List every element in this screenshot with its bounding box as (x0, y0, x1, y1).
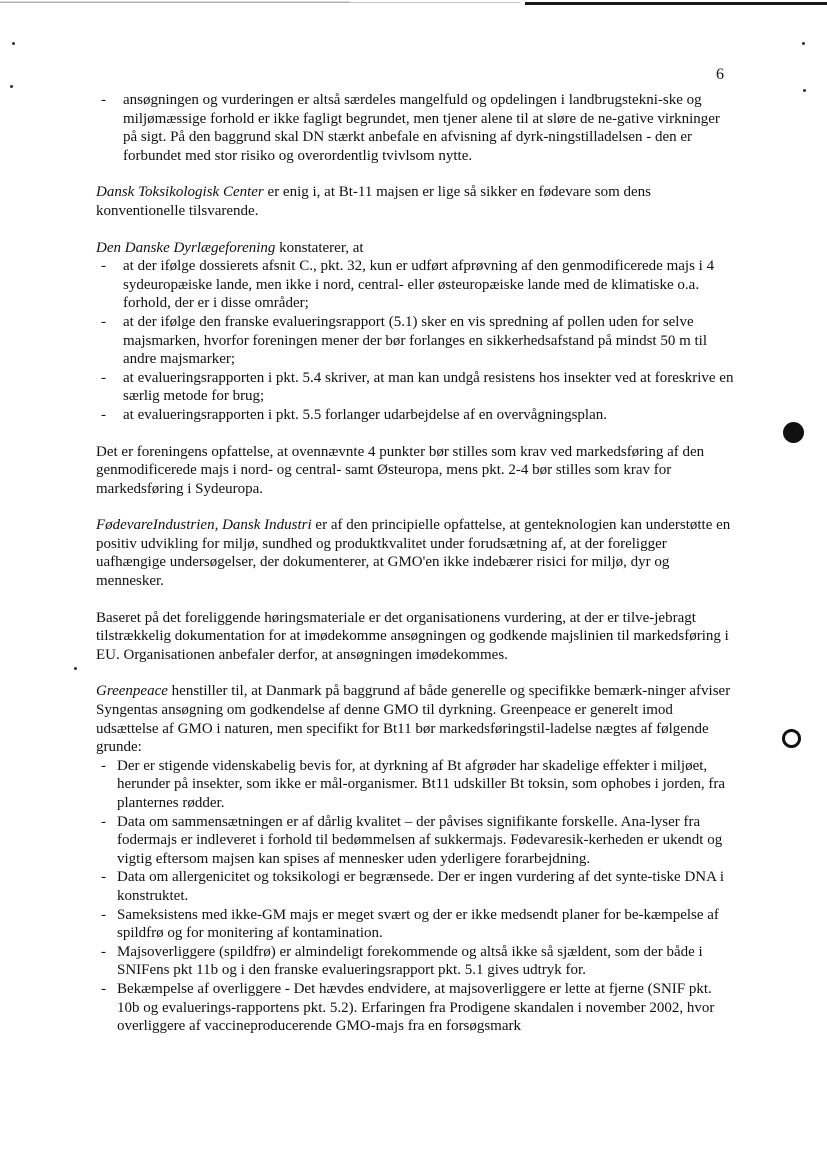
dyrlaege-list (96, 257, 736, 424)
list-item: - at der ifølge dossierets afsnit C., pkt. 32, kun er udført afprøvning af den genmodificerede majs i 4 sydeuropæiske lande, men ikke i nord, central- eller østeuropæiske lande med de klimatiske o.a. forhold, der er i disse områder; (96, 257, 736, 313)
list-item: - Data om allergenicitet og toksikologi er begrænsede. Der er ingen vurdering af det synte-tiske DNA i konstruktet. (96, 868, 736, 905)
paragraph-greenpeace (96, 682, 736, 756)
dn-list (96, 91, 736, 165)
scan-speck (10, 85, 13, 88)
list-item: - at evalueringsrapporten i pkt. 5.4 skriver, at man kan undgå resistens hos insekter ved at foreskrive en særlig metode for brug; (96, 369, 736, 406)
paragraph-dyrlaege-intro (96, 239, 736, 258)
paragraph-industri (96, 516, 736, 590)
list-item: - Data om sammensætningen er af dårlig kvalitet – der påvises signifikante forskelle. Ana-lyser fra fodermajs er indleveret i forhold til bedømmelsen af sukkermajs. Fødevaresik-kerheden er ukendt og vigtig eftersom majsen kan spises af mennesker uden yderligere forarbejdning. (96, 813, 736, 869)
list-item: - Der er stigende videnskabelig bevis for, at dyrkning af Bt afgrøder har skadelige effekter i miljøet, herunder på insekter, som ikke er mål-organismer. Bt11 udskiller Bt toksin, som ophobes i jorden, fra planternes rødder. (96, 757, 736, 813)
scan-speck (12, 42, 15, 45)
scan-edge (0, 0, 827, 5)
list-item: - Bekæmpelse af overliggere - Det hævdes endvidere, at majsoverliggere er lette at fjerne (SNIF pkt. 10b og evaluerings-rapportens pkt. 5.2). Erfaringen fra Prodigene skandalen i november 2002, hvor overliggere af vaccineproducerende GMO-majs fra en forsøgsmark (96, 980, 736, 1036)
scan-speck (802, 42, 805, 45)
paragraph-text: henstiller til, at Danmark på baggrund af både generelle og specifikke bemærk-ninger afviser Syngentas ansøgning om godkendelse af denne GMO til dyrkning. Greenpeace er generelt imod udsættelse af GMO i naturen, men specifikt for Bt11 bør markedsføringstil-ladelse nægtes af følgende grunde: (96, 683, 731, 756)
org-name: Dansk Toksikologisk Center (96, 184, 264, 201)
punch-hole-ring-icon (782, 729, 801, 748)
scan-speck (74, 667, 77, 670)
list-item: - ansøgningen og vurderingen er altså særdeles mangelfuld og opdelingen i landbrugstekni-ske og miljømæssige forhold er ikke fagligt begrundet, men tjener alene til at sløre de ne-gative virkninger på sigt. På den baggrund skal DN stærkt anbefale en afvisning af dyrk-ningstilladelsen - den er forbundet med stor risiko og overordentlig tvivlsom nytte. (96, 91, 736, 165)
punch-hole-icon (783, 422, 804, 443)
greenpeace-list (96, 757, 736, 1036)
scan-speck (803, 89, 806, 92)
paragraph-text: er enig i, at Bt-11 majsen er lige så sikker en fødevare som dens konventionelle tilsvarende. (96, 184, 652, 219)
list-item: - at evalueringsrapporten i pkt. 5.5 forlanger udarbejdelse af en overvågningsplan. (96, 406, 736, 425)
page-number: 6 (716, 66, 724, 83)
org-name: FødevareIndustrien, Dansk Industri (96, 517, 312, 534)
paragraph-industri-conclusion: Baseret på det foreliggende høringsmateriale er det organisationens vurdering, at der er tilve-jebragt tilstrækkelig dokumentation for at imødekomme ansøgningen og godkende majslinien til markedsføring i EU. Organisationen anbefaler derfor, at ansøgningen imødekommes. (96, 609, 729, 663)
list-item: - Majsoverliggere (spildfrø) er almindeligt forekommende og altså ikke så sjældent, som der både i SNIFens pkt 11b og i den franske evalueringsrapport pkt. 5.1 gives udtryk for. (96, 943, 736, 980)
org-name: Greenpeace (96, 683, 168, 700)
org-name: Den Danske Dyrlægeforening (96, 239, 276, 256)
paragraph-toksikologisk (96, 183, 736, 220)
document-body (96, 91, 736, 1036)
paragraph-text: konstaterer, at (275, 239, 364, 256)
paragraph-dyrlaege-conclusion: Det er foreningens opfattelse, at ovennævnte 4 punkter bør stilles som krav ved markedsføring af den genmodificerede majs i nord- og central- samt Østeuropa, mens pkt. 2-4 bør stilles som krav for markedsføring i Sydeuropa. (96, 443, 705, 497)
list-item: - Sameksistens med ikke-GM majs er meget svært og der er ikke medsendt planer for be-kæmpelse af spildfrø og for monitering af kontamination. (96, 906, 736, 943)
list-item: - at der ifølge den franske evalueringsrapport (5.1) sker en vis spredning af pollen uden for selve majsmarken, hvorfor foreningen mener der bør forlanges en sikkerhedsafstand på mindst 50 m til andre majsmarker; (96, 313, 736, 369)
paragraph-text: er af den principielle opfattelse, at genteknologien kan understøtte en positiv udvikling for miljø, sundhed og produktkvalitet under forudsætning af, at der foreligger uafhængige undersøgelser, der dokumenterer, at GMO'en ikke indebærer risici for miljø, dyr og mennesker. (96, 517, 731, 590)
